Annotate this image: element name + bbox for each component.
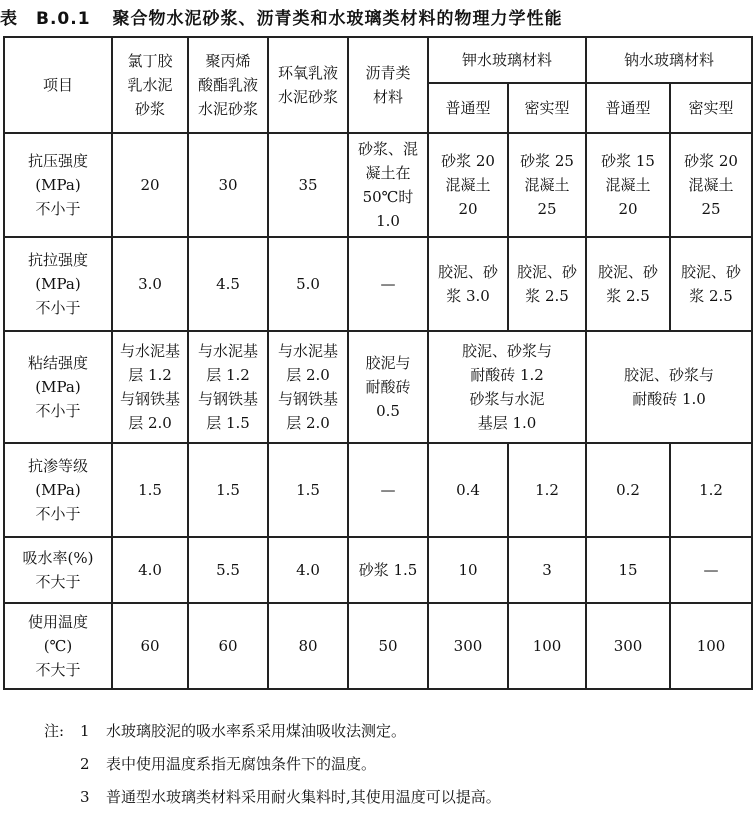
row-label: 吸水率(%) 不大于 — [4, 537, 112, 603]
row-label: 使用温度 (℃) 不大于 — [4, 603, 112, 689]
table-notes — [44, 720, 744, 819]
cell-asphalt: 胶泥与 耐酸砖 0.5 — [348, 331, 428, 443]
cell-sodium-normal: 0.2 — [586, 443, 670, 537]
cell-sodium-normal: 15 — [586, 537, 670, 603]
cell-potassium-dense: 1.2 — [508, 443, 586, 537]
table-number: B.0.1 — [36, 9, 91, 29]
table-row-impermeability — [4, 443, 752, 537]
header-item: 项目 — [4, 37, 112, 133]
table-title-prefix: 表 — [0, 9, 18, 29]
note-item — [44, 753, 744, 786]
cell-sodium-dense: — — [670, 537, 752, 603]
cell-neoprene: 4.0 — [112, 537, 188, 603]
cell-acrylic: 60 — [188, 603, 268, 689]
cell-neoprene: 1.5 — [112, 443, 188, 537]
header-row-1 — [4, 37, 752, 83]
note-text: 普通型水玻璃类材料采用耐火集料时,其使用温度可以提高。 — [106, 788, 501, 806]
cell-acrylic: 1.5 — [188, 443, 268, 537]
row-label: 粘结强度 (MPa) 不小于 — [4, 331, 112, 443]
header-sodium: 钠水玻璃材料 — [586, 37, 752, 83]
header-asphalt: 沥青类 材料 — [348, 37, 428, 133]
table-row-temperature — [4, 603, 752, 689]
cell-epoxy: 80 — [268, 603, 348, 689]
cell-potassium-dense: 3 — [508, 537, 586, 603]
cell-sodium-normal: 胶泥、砂 浆 2.5 — [586, 237, 670, 331]
note-item — [44, 786, 744, 819]
cell-acrylic: 与水泥基 层 1.2 与钢铁基 层 1.5 — [188, 331, 268, 443]
properties-table — [3, 36, 753, 690]
header-potassium-dense: 密实型 — [508, 83, 586, 133]
note-number: 1 — [80, 722, 90, 740]
cell-sodium-dense: 胶泥、砂 浆 2.5 — [670, 237, 752, 331]
cell-asphalt: — — [348, 443, 428, 537]
cell-epoxy: 与水泥基 层 2.0 与钢铁基 层 2.0 — [268, 331, 348, 443]
cell-acrylic: 5.5 — [188, 537, 268, 603]
cell-epoxy: 4.0 — [268, 537, 348, 603]
cell-epoxy: 35 — [268, 133, 348, 237]
cell-neoprene: 3.0 — [112, 237, 188, 331]
cell-epoxy: 5.0 — [268, 237, 348, 331]
notes-prefix: 注: — [44, 722, 65, 740]
table-row-bond — [4, 331, 752, 443]
note-text: 表中使用温度系指无腐蚀条件下的温度。 — [106, 755, 377, 773]
note-number: 2 — [80, 755, 90, 773]
cell-sodium-dense: 砂浆 20 混凝土 25 — [670, 133, 752, 237]
cell-neoprene: 60 — [112, 603, 188, 689]
cell-neoprene: 20 — [112, 133, 188, 237]
cell-sodium-normal: 砂浆 15 混凝土 20 — [586, 133, 670, 237]
header-acrylic: 聚丙烯 酸酯乳液 水泥砂浆 — [188, 37, 268, 133]
table-title — [0, 4, 754, 29]
cell-sodium-normal: 300 — [586, 603, 670, 689]
table-title-text: 聚合物水泥砂浆、沥青类和水玻璃类材料的物理力学性能 — [112, 9, 563, 29]
header-potassium: 钾水玻璃材料 — [428, 37, 586, 83]
cell-potassium-normal: 300 — [428, 603, 508, 689]
cell-epoxy: 1.5 — [268, 443, 348, 537]
cell-asphalt: — — [348, 237, 428, 331]
header-neoprene: 氯丁胶 乳水泥 砂浆 — [112, 37, 188, 133]
cell-potassium-normal: 10 — [428, 537, 508, 603]
cell-sodium-dense: 100 — [670, 603, 752, 689]
header-sodium-dense: 密实型 — [670, 83, 752, 133]
cell-potassium-dense: 胶泥、砂 浆 2.5 — [508, 237, 586, 331]
cell-potassium-normal: 0.4 — [428, 443, 508, 537]
table-row-tensile — [4, 237, 752, 331]
cell-sodium-merged: 胶泥、砂浆与 耐酸砖 1.0 — [586, 331, 752, 443]
cell-potassium-normal: 砂浆 20 混凝土 20 — [428, 133, 508, 237]
header-potassium-normal: 普通型 — [428, 83, 508, 133]
cell-acrylic: 30 — [188, 133, 268, 237]
row-label: 抗拉强度 (MPa) 不小于 — [4, 237, 112, 331]
header-epoxy: 环氧乳液 水泥砂浆 — [268, 37, 348, 133]
cell-potassium-dense: 砂浆 25 混凝土 25 — [508, 133, 586, 237]
cell-potassium-merged: 胶泥、砂浆与 耐酸砖 1.2 砂浆与水泥 基层 1.0 — [428, 331, 586, 443]
cell-asphalt: 砂浆、混 凝土在 50℃时 1.0 — [348, 133, 428, 237]
row-label: 抗压强度 (MPa) 不小于 — [4, 133, 112, 237]
table-row-absorption — [4, 537, 752, 603]
cell-asphalt: 砂浆 1.5 — [348, 537, 428, 603]
cell-neoprene: 与水泥基 层 1.2 与钢铁基 层 2.0 — [112, 331, 188, 443]
header-sodium-normal: 普通型 — [586, 83, 670, 133]
row-label: 抗渗等级 (MPa) 不小于 — [4, 443, 112, 537]
note-text: 水玻璃胶泥的吸水率系采用煤油吸收法测定。 — [106, 722, 407, 740]
note-number: 3 — [80, 788, 90, 806]
cell-acrylic: 4.5 — [188, 237, 268, 331]
cell-sodium-dense: 1.2 — [670, 443, 752, 537]
cell-asphalt: 50 — [348, 603, 428, 689]
cell-potassium-dense: 100 — [508, 603, 586, 689]
note-item — [44, 720, 744, 753]
cell-potassium-normal: 胶泥、砂 浆 3.0 — [428, 237, 508, 331]
table-row-compressive — [4, 133, 752, 237]
